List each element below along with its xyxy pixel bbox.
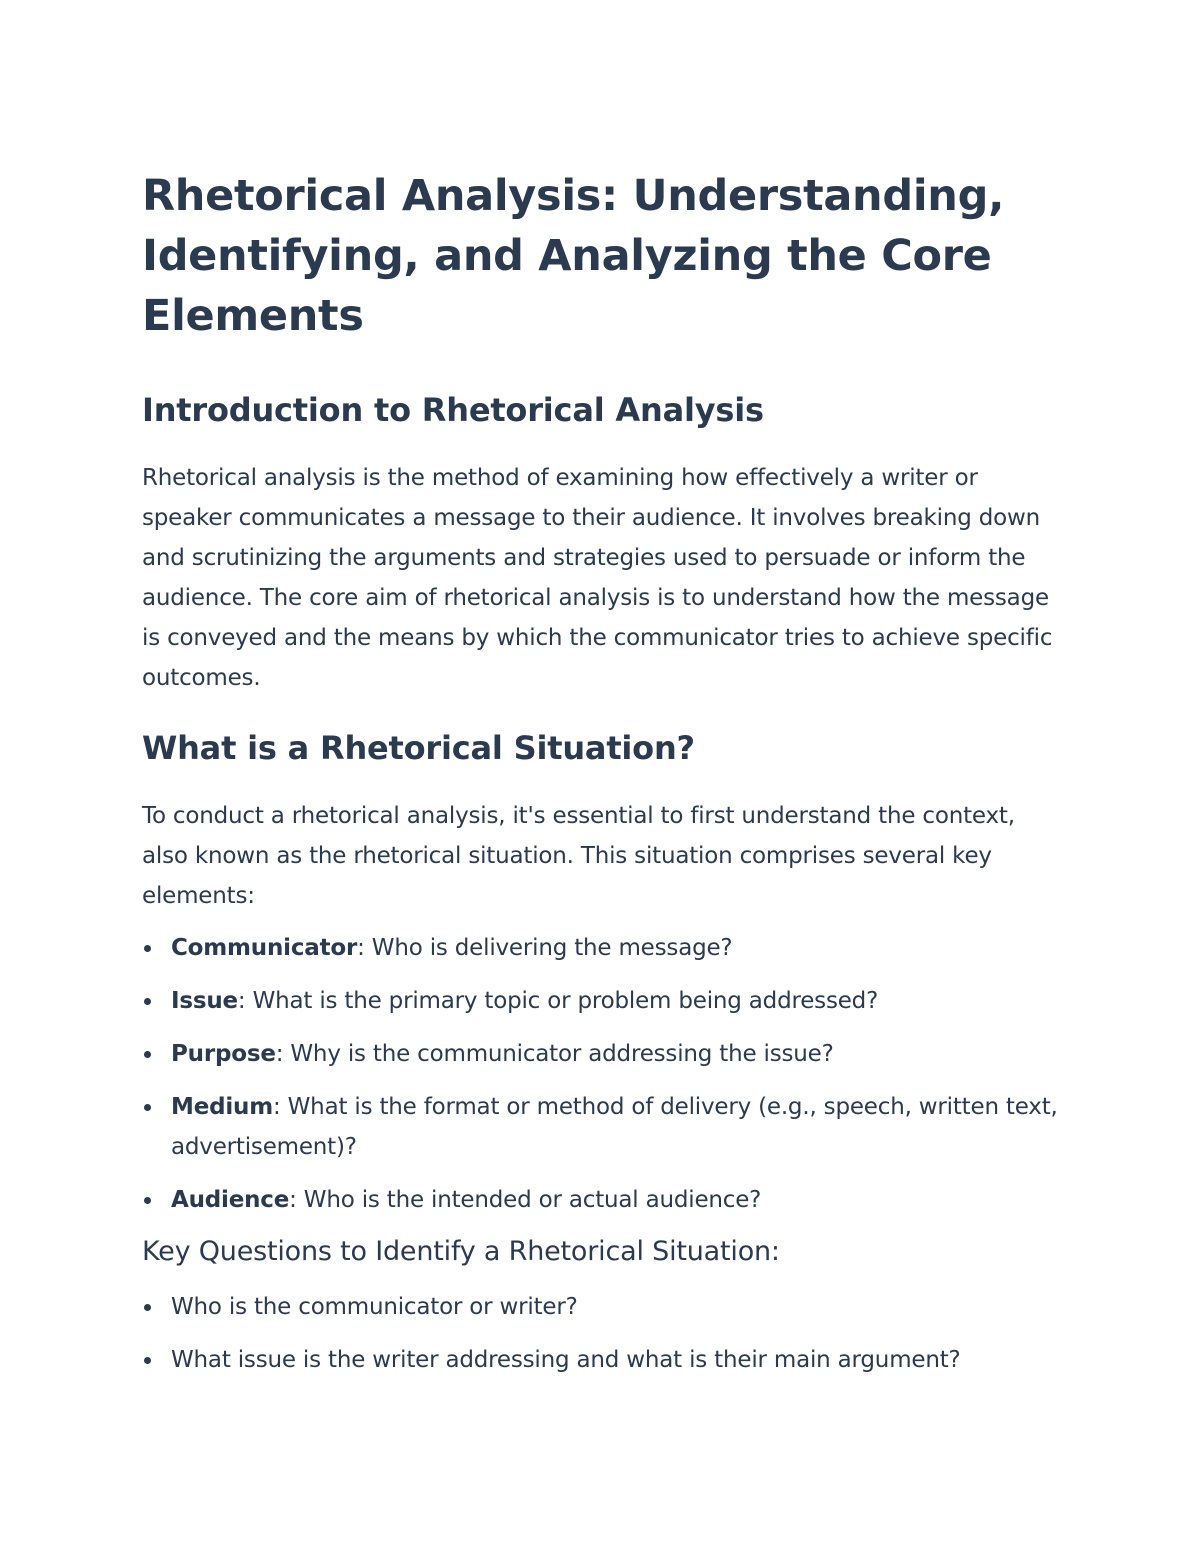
list-item-term: Audience [171,1187,290,1213]
list-item-text: What issue is the writer addressing and what is their main argument? [171,1347,961,1373]
list-item [142,1034,1062,1074]
situation-paragraph: To conduct a rhetorical analysis, it's essential to first understand the context, also known as the rhetorical situation. This situation comprises several key elements: [142,803,1015,909]
key-questions-list [142,1287,1062,1380]
list-item-term: Medium [171,1094,273,1120]
list-item-text: : What is the primary topic or problem being addressed? [237,988,879,1014]
list-item-term: Communicator [171,935,358,961]
bullet-icon [144,998,151,1005]
list-item-text: Who is the communicator or writer? [171,1294,578,1320]
list-item-text: : Why is the communicator addressing the issue? [275,1041,834,1067]
elements-list [142,928,1062,1220]
list-item-term: Issue [171,988,238,1014]
document-page [142,166,1062,1393]
document-title: Rhetorical Analysis: Understanding, Identifying, and Analyzing the Core Elements [142,171,1005,341]
list-item [142,981,1062,1021]
list-item-text: : Who is the intended or actual audience? [289,1187,762,1213]
bullet-icon [144,1051,151,1058]
list-item-term: Purpose [171,1041,276,1067]
bullet-icon [144,1304,151,1311]
list-item [142,1180,1062,1220]
key-questions-heading: Key Questions to Identify a Rhetorical Situation: [142,1236,780,1267]
list-item [142,928,1062,968]
bullet-icon [144,1197,151,1204]
bullet-icon [144,1357,151,1364]
list-item-text: : What is the format or method of delivery (e.g., speech, written text, advertisement)? [171,1094,1058,1160]
situation-heading: What is a Rhetorical Situation? [142,729,695,767]
bullet-icon [144,945,151,952]
list-item [142,1340,1062,1380]
intro-heading: Introduction to Rhetorical Analysis [142,391,764,429]
intro-paragraph: Rhetorical analysis is the method of examining how effectively a writer or speaker communicates a message to their audience. It involves breaking down and scrutinizing the arguments and strategies used to persuade or inform the audience. The core aim of rhetorical analysis is to understand how the message is conveyed and the means by which the communicator tries to achieve specific outcomes. [142,465,1053,691]
bullet-icon [144,1104,151,1111]
list-item-text: : Who is delivering the message? [357,935,733,961]
list-item [142,1287,1062,1327]
list-item [142,1087,1062,1167]
